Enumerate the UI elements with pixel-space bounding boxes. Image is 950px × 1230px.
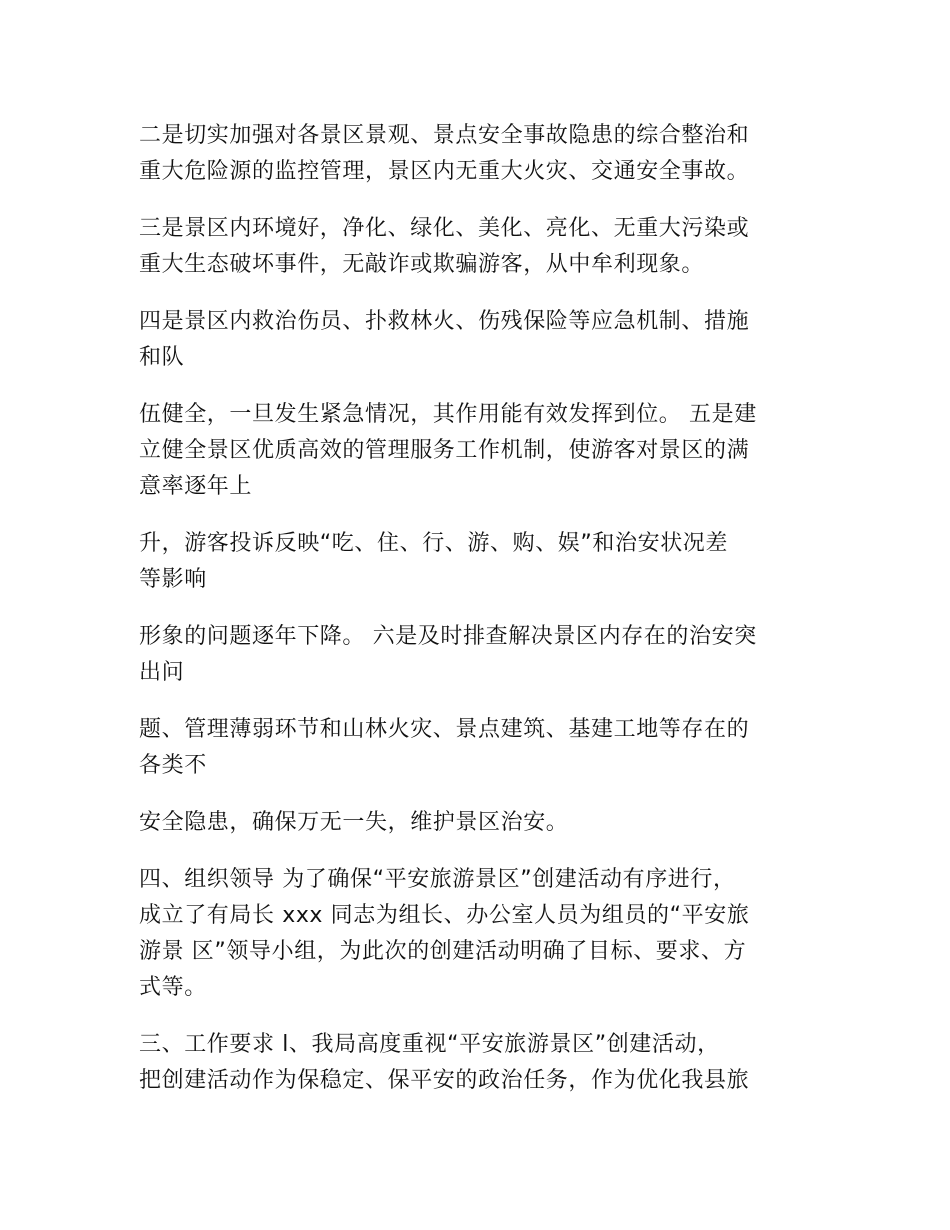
text-line: 四是景区内救治伤员、扑救林火、伤残保险等应急机制、措施 [139,309,750,334]
paragraph [139,712,819,784]
text-line: 意率逐年上 [139,474,253,499]
text-line: 和队 [139,345,185,370]
paragraph [139,862,819,1006]
paragraph [139,397,819,505]
text-line: 等影响 [139,567,207,592]
paragraph [139,526,819,598]
text-line: 成立了有局长 xxx 同志为组长、办公室人员为组员的“平安旅 [139,903,750,928]
text-line: 重大危险源的监控管理，景区内无重大火灾、交通安全事故。 [139,159,750,184]
text-line: 把创建活动作为保稳定、保平安的政治任务，作为优化我县旅 [139,1068,750,1093]
text-line: 各类不 [139,753,207,778]
text-line: 出问 [139,660,185,685]
text-line: 三是景区内环境好，净化、绿化、美化、亮化、无重大污染或 [139,216,750,241]
paragraph [139,304,819,376]
text-line: 游景 区”领导小组，为此次的创建活动明确了目标、要求、方 [139,939,747,964]
text-line: 重大生态破坏事件，无敲诈或欺骗游客，从中牟利现象。 [139,252,705,277]
paragraph [139,118,819,190]
text-line: 式等。 [139,975,207,1000]
text-line: 升，游客投诉反映“吃、住、行、游、购、娱”和治安状况差 [139,531,728,556]
paragraph [139,211,819,283]
text-line: 题、管理薄弱环节和山林火灾、景点建筑、基建工地等存在的 [139,717,750,742]
text-line: 三、工作要求 l、我局高度重视“平安旅游景区”创建活动， [139,1032,720,1057]
text-line: 伍健全，一旦发生紧急情况，其作用能有效发挥到位。 五是建 [139,402,757,427]
text-line: 二是切实加强对各景区景观、景点安全事故隐患的综合整治和 [139,123,750,148]
text-line: 安全隐患，确保万无一失，维护景区治安。 [139,810,569,835]
text-line: 四、组织领导 为了确保“平安旅游景区”创建活动有序进行， [139,867,736,892]
text-line: 立健全景区优质高效的管理服务工作机制，使游客对景区的满 [139,438,750,463]
paragraph [139,1027,819,1099]
paragraph [139,805,819,841]
paragraph [139,619,819,691]
text-line: 形象的问题逐年下降。 六是及时排查解决景区内存在的治安突 [139,624,757,649]
document-body [139,118,819,1120]
